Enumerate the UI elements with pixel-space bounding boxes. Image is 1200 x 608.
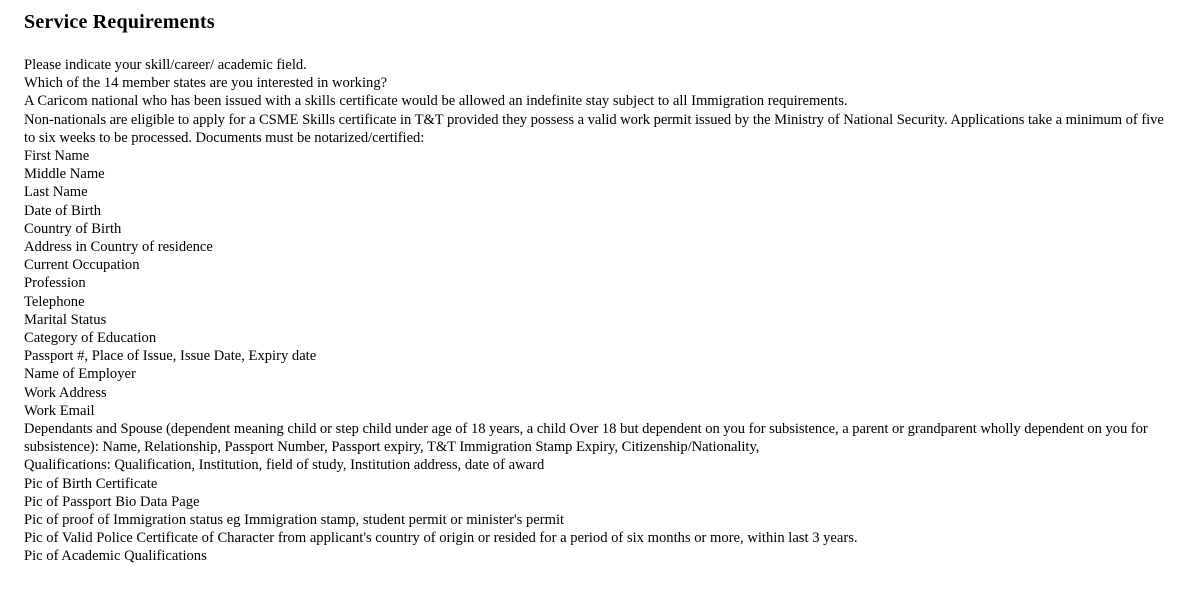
line-qualifications: Qualifications: Qualification, Institution, field of study, Institution address, date of award xyxy=(24,457,545,474)
line-work-address: Work Address xyxy=(24,384,107,401)
line-country-of-birth: Country of Birth xyxy=(24,220,122,237)
line-name-of-employer: Name of Employer xyxy=(24,366,136,383)
line-work-email: Work Email xyxy=(24,402,95,419)
line-telephone: Telephone xyxy=(24,293,85,310)
line-current-occupation: Current Occupation xyxy=(24,257,140,274)
line-marital-status: Marital Status xyxy=(24,311,107,328)
line-caricom-national: A Caricom national who has been issued with a skills certificate would be allowed an indefinite stay subject to all Immigration requirements. xyxy=(24,93,848,110)
line-pic-academic-qualifications: Pic of Academic Qualifications xyxy=(24,548,207,565)
line-date-of-birth: Date of Birth xyxy=(24,202,102,219)
page-title: Service Requirements xyxy=(24,11,215,33)
line-last-name: Last Name xyxy=(24,184,88,201)
line-address: Address in Country of residence xyxy=(24,239,213,256)
line-skill-field: Please indicate your skill/career/ academic field. xyxy=(24,57,307,73)
line-first-name: First Name xyxy=(24,148,90,165)
line-category-of-education: Category of Education xyxy=(24,330,157,347)
line-pic-birth-certificate: Pic of Birth Certificate xyxy=(24,475,158,492)
line-pic-passport-bio: Pic of Passport Bio Data Page xyxy=(24,493,200,510)
line-dependants-and-spouse: Dependants and Spouse (dependent meaning child or step child under age of 18 years, a child Over 18 but dependent on you for subsistence, a parent or grandparent wholly dependent on you for subsistence): Name, Relationship, Passport Number, Passport expiry, T&T Immigration Stamp Expiry, Citizenship/Nationality, xyxy=(24,421,1148,456)
line-pic-police-certificate: Pic of Valid Police Certificate of Character from applicant's country of origin or resided for a period of six months or more, within last 3 years. xyxy=(24,530,858,547)
line-profession: Profession xyxy=(24,275,86,292)
line-middle-name: Middle Name xyxy=(24,166,105,183)
line-passport-details: Passport #, Place of Issue, Issue Date, Expiry date xyxy=(24,348,317,365)
requirements-list xyxy=(24,56,1176,566)
line-pic-immigration-status: Pic of proof of Immigration status eg Immigration stamp, student permit or minister's permit xyxy=(24,512,565,529)
line-non-nationals: Non-nationals are eligible to apply for a CSME Skills certificate in T&T provided they possess a valid work permit issued by the Ministry of National Security. Applications take a minimum of five to six weeks to be processed. Documents must be notarized/certified: xyxy=(24,111,1164,146)
line-member-states: Which of the 14 member states are you interested in working? xyxy=(24,75,388,92)
